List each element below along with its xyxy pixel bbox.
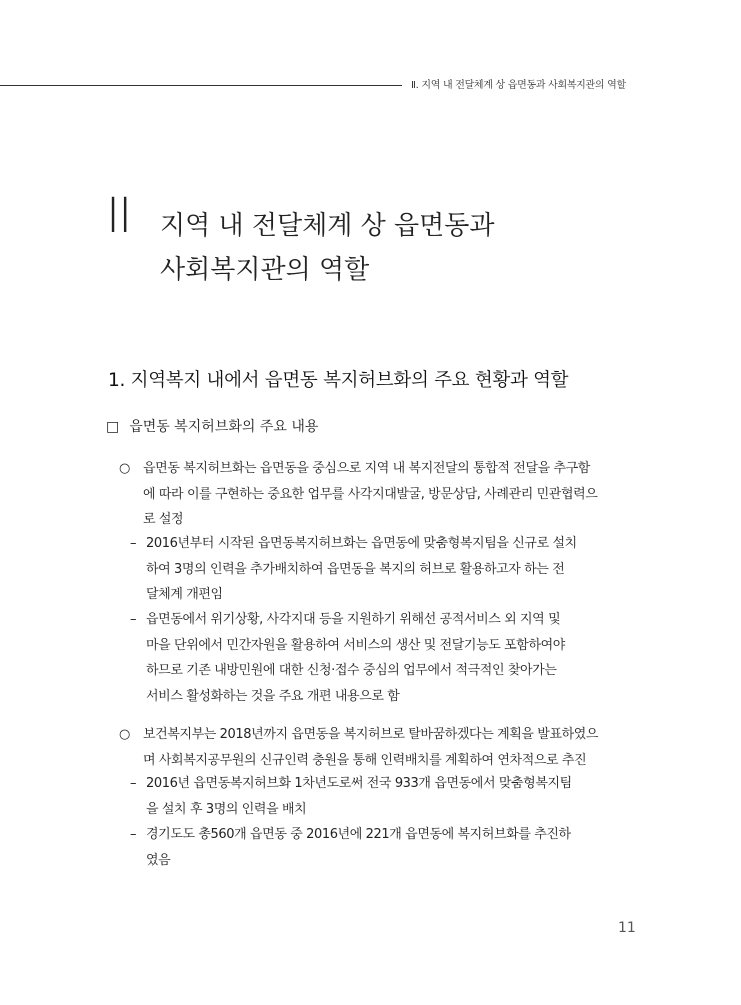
- circle-bullet-icon: ○: [119, 461, 130, 476]
- dash-bullet-icon: –: [130, 776, 137, 791]
- paragraph-line: 에 따라 이를 구현하는 중요한 업무를 사각지대발굴, 방문상담, 사례관리 민관협력으: [143, 486, 598, 502]
- page-number: 11: [618, 920, 636, 936]
- paragraph-line: 읍면동에서 위기상황, 사각지대 등을 지원하기 위해선 공적서비스 외 지역 및: [146, 612, 561, 627]
- paragraph-line: 2016년 읍면동복지허브화 1차년도로써 전국 933개 읍면동에서 맞춤형복지팀: [146, 776, 572, 791]
- chapter-numeral: II: [106, 188, 131, 244]
- dash-bullet-icon: –: [130, 827, 137, 842]
- dash-paragraph: [130, 531, 636, 608]
- dash-bullet-icon: –: [130, 536, 137, 551]
- paragraph-line: 하므로 기존 내방민원에 대한 신청·접수 중심의 업무에서 적극적인 찾아가는: [146, 663, 557, 678]
- chapter-title-line: 지역 내 전달체계 상 읍면동과: [160, 211, 495, 241]
- bullet-paragraph: [119, 722, 635, 773]
- paragraph-line: 읍면동 복지허브화는 읍면동을 중심으로 지역 내 복지전달의 통합적 전달을 추구함: [143, 461, 590, 476]
- chapter-title-line: 사회복지관의 역할: [160, 255, 370, 285]
- paragraph-line: 하여 3명의 인력을 추가배치하여 읍면동을 복지의 허브로 활용하고자 하는 전: [146, 561, 565, 577]
- paragraph-line: 서비스 활성화하는 것을 주요 개편 내용으로 함: [146, 688, 400, 704]
- dash-paragraph: [130, 822, 636, 873]
- running-header: Ⅱ. 지역 내 전달체계 상 읍면동과 사회복지관의 역할: [411, 80, 626, 91]
- paragraph-line: 경기도도 총560개 읍면동 중 2016년에 221개 읍면동에 복지허브화를 추진하: [146, 827, 571, 842]
- dash-bullet-icon: –: [130, 612, 137, 627]
- chapter-title: [160, 204, 494, 292]
- bullet-paragraph: [119, 456, 635, 533]
- paragraph-line: 였음: [146, 852, 171, 868]
- paragraph-line: 로 설정: [143, 512, 184, 527]
- checkbox-square-icon: □: [106, 419, 120, 435]
- paragraph-line: 을 설치 후 3명의 인력을 배치: [146, 801, 307, 817]
- paragraph-line: 며 사회복지공무원의 신규인력 충원을 통해 인력배치를 계획하여 연차적으로 추진: [143, 752, 587, 768]
- paragraph-line: 보건복지부는 2018년까지 읍면동을 복지허브로 탈바꿈하겠다는 계획을 발표하였으: [143, 727, 599, 742]
- paragraph-line: 마을 단위에서 민간자원을 활용하여 서비스의 생산 및 전달기능도 포함하여야: [146, 637, 565, 653]
- paragraph-line: 달체계 개편임: [146, 587, 223, 602]
- paragraph-line: 2016년부터 시작된 읍면동복지허브화는 읍면동에 맞춤형복지팀을 신규로 설치: [146, 536, 577, 551]
- header-rule: [0, 85, 402, 86]
- dash-paragraph: [130, 771, 636, 822]
- subsection-title: 읍면동 복지허브화의 주요 내용: [129, 419, 319, 435]
- subsection-heading: [106, 416, 318, 436]
- section-heading: 1. 지역복지 내에서 읍면동 복지허브화의 주요 현황과 역할: [108, 370, 569, 391]
- dash-paragraph: [130, 607, 636, 709]
- circle-bullet-icon: ○: [119, 727, 130, 742]
